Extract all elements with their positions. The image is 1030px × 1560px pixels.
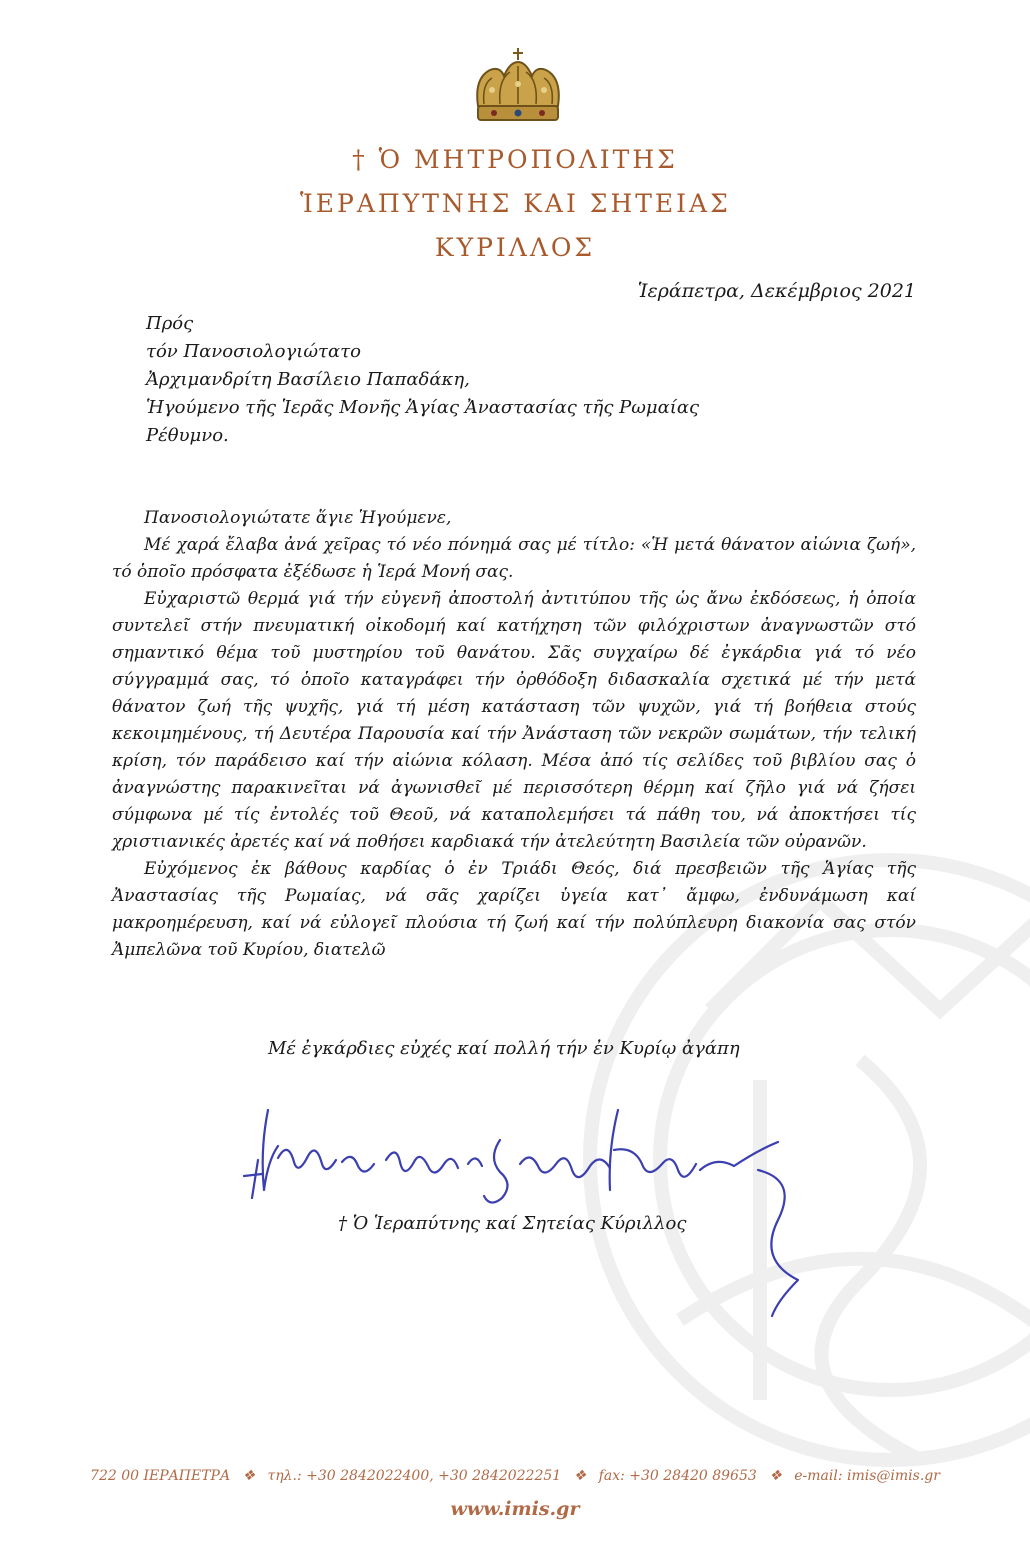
letterhead-see: ἹΕΡΑΠΥΤΝΗΣ ΚΑΙ ΣΗΤΕΙΑΣ [300, 189, 731, 218]
address-line: Ἡγούμενο τῆς Ἱερᾶς Μονῆς Ἁγίας Ἀναστασίας τῆς Ρωμαίας [146, 397, 700, 418]
address-line: Ρέθυμνο. [146, 425, 229, 446]
footer-contact [60, 1468, 970, 1484]
letterhead-title: † Ὁ ΜΗΤΡΟΠΟΛΙΤΗΣ [352, 145, 678, 174]
signer-name: † Ὁ Ἱεραπύτνης καί Σητείας Κύριλλος [338, 1213, 687, 1234]
recipient-address [146, 310, 866, 450]
separator-icon: ❖ [242, 1468, 256, 1484]
closing-line: Μέ ἐγκάρδιες εὐχές καί πολλή τήν ἐν Κυρίῳ ἀγάπη [268, 1038, 740, 1059]
crown-icon [470, 48, 566, 124]
handwritten-signature [238, 1080, 818, 1320]
letterhead-name: ΚΥΡΙΛΛΟΣ [434, 233, 596, 262]
separator-icon: ❖ [769, 1468, 782, 1484]
footer-address: 722 00 ΙΕΡΑΠΕΤΡΑ [90, 1468, 231, 1484]
letterhead [300, 138, 730, 270]
footer-email[interactable]: e-mail: imis@imis.gr [794, 1468, 940, 1484]
address-line: Ἀρχιμανδρίτη Βασίλειο Παπαδάκη, [146, 369, 470, 390]
body-paragraph: Μέ χαρά ἔλαβα ἀνά χεῖρας τό νέο πόνημά σας μέ τίτλο: «Ἡ μετά θάνατον αἰώνια ζωή», τό ὁποῖο πρόσφατα ἐξέδωσε ἡ Ἱερά Μονή σας. [112, 535, 916, 582]
address-line: τόν Πανοσιολογιώτατο [146, 341, 361, 362]
footer-phone: τηλ.: +30 2842022400, +30 2842022251 [267, 1468, 562, 1484]
salutation: Πανοσιολογιώτατε ἅγιε Ἡγούμενε, [144, 508, 452, 528]
letter-body [112, 505, 916, 964]
body-paragraph: Εὐχόμενος ἐκ βάθους καρδίας ὁ ἐν Τριάδι Θεός, διά πρεσβειῶν τῆς Ἁγίας τῆς Ἀναστασίας τῆς Ρωμαίας, νά σᾶς χαρίζει ὑγεία κατ᾽ ἄμφω, ἐνδυνάμωση καί μακροημέρευση, καί νά εὐλογεῖ πλούσια τή ζωή καί τήν πολύπλευρη διακονία σας στόν Ἀμπελῶνα τοῦ Κυρίου, διατελῶ [112, 859, 916, 960]
body-paragraph: Εὐχαριστῶ θερμά γιά τήν εὐγενῆ ἀποστολή ἀντιτύπου τῆς ὡς ἄνω ἐκδόσεως, ἡ ὁποία συντελεῖ στήν πνευματική οἰκοδομή καί κατήχηση τῶν φιλόχριστων ἀναγνωστῶν στό σημαντικό θέμα τοῦ μυστηρίου τοῦ θανάτου. Σᾶς συγχαίρω δέ ἐγκάρδια γιά τό νέο σύγγραμμά σας, τό ὁποῖο καταγράφει τήν ὀρθόδοξη διδασκαλία σχετικά μέ τήν μετά θάνατον ζωή τῆς ψυχῆς, γιά τή μέση κατάσταση τῶν ψυχῶν, γιά τή βοήθεια στούς κεκοιμημένους, τή Δευτέρα Παρουσία καί τήν Ἀνάσταση τῶν νεκρῶν σωμάτων, τήν τελική κρίση, τόν παράδεισο καί τήν αἰώνια κόλαση. Μέσα ἀπό τίς σελίδες τοῦ βιβλίου σας ὁ ἀναγνώστης παρακινεῖται νά ἀγωνισθεῖ μέ περισσότερη θέρμη καί ζῆλο γιά νά ζήσει σύμφωνα μέ τίς ἐντολές τοῦ Θεοῦ, νά καταπολεμήσει τά πάθη του, νά ἀποκτήσει τίς χριστιανικές ἀρετές καί νά ποθήσει καρδιακά τήν ἀτελεύτητη Βασιλεία τῶν οὐρανῶν. [112, 589, 916, 852]
letter-date: Ἱεράπετρα, Δεκέμβριος 2021 [637, 280, 916, 302]
separator-icon: ❖ [573, 1468, 587, 1484]
footer-website[interactable]: www.imis.gr [450, 1498, 580, 1520]
address-line: Πρός [146, 313, 194, 334]
footer-fax: fax: +30 28420 89653 [598, 1468, 757, 1484]
